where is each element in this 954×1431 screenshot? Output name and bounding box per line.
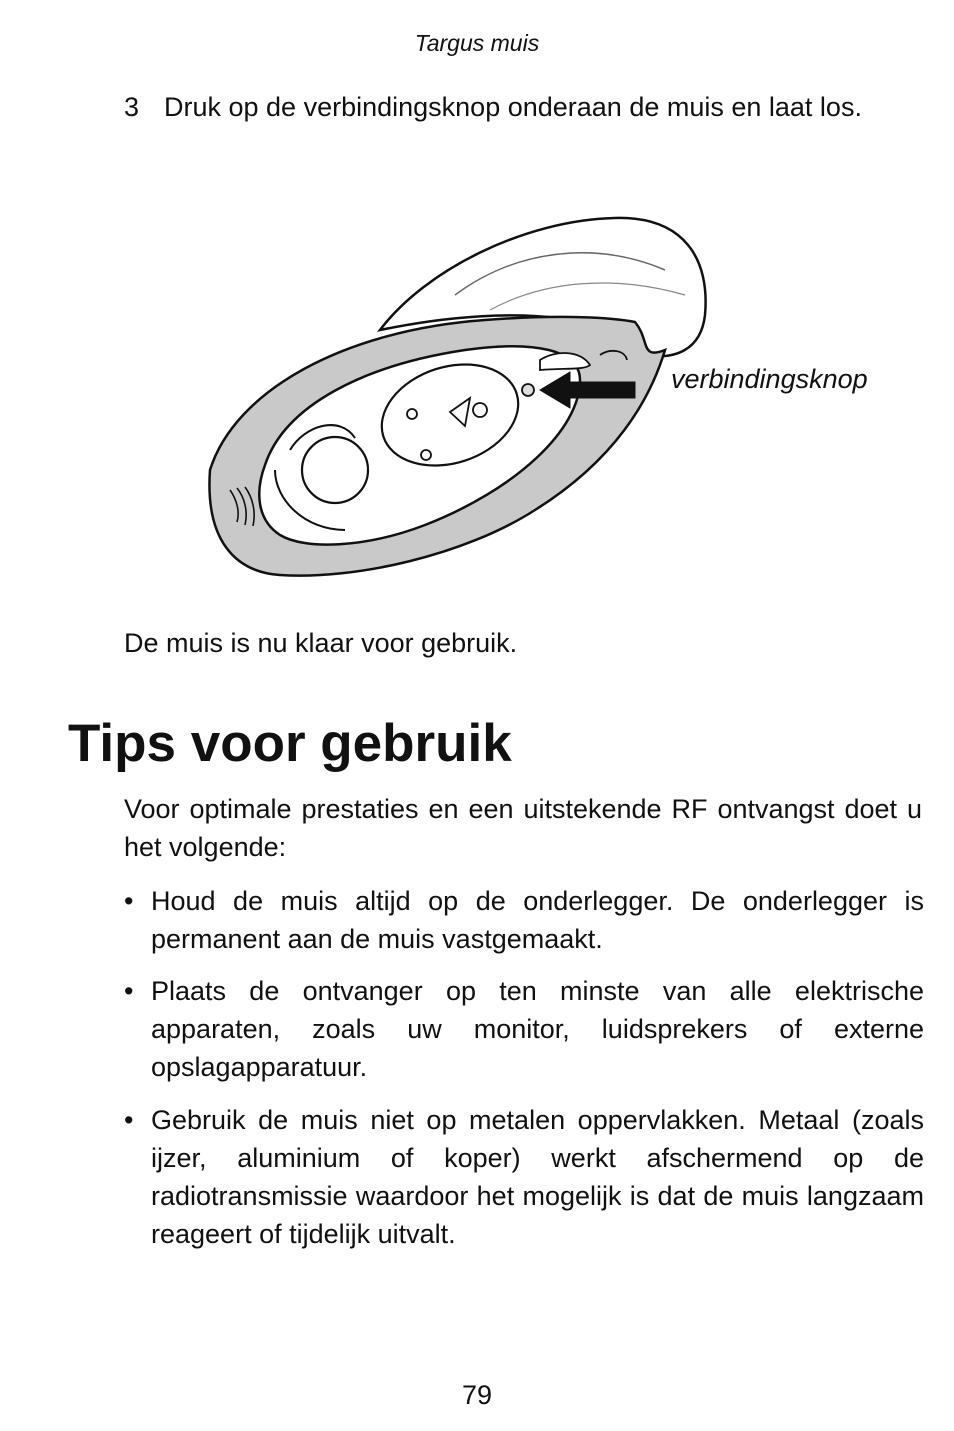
step-item (124, 88, 918, 126)
mouse-illustration (195, 200, 895, 600)
page-header: Targus muis (414, 30, 540, 56)
step-text: Druk op de verbindingsknop onderaan de muis en laat los. (164, 92, 862, 122)
figure-label: verbindingsknop (671, 364, 868, 394)
bullet-dot: • (124, 976, 134, 1006)
page-number: 79 (461, 1380, 493, 1410)
section-intro: Voor optimale prestaties en een uitstekende RF ontvangst doet u het volgende: (124, 794, 922, 862)
ready-text: De muis is nu klaar voor gebruik. (124, 628, 518, 658)
tip-text: Houd de muis altijd op de onderlegger. De onderlegger is permanent aan de muis vastgemaakt. (151, 886, 924, 954)
tip-item-3 (124, 1101, 924, 1253)
tip-text: Gebruik de muis niet op metalen oppervlakken. Metaal (zoals ijzer, aluminium of koper) werkt afschermend op de radiotransmissie waardoor het mogelijk is dat de muis langzaam reageert of tijdelijk uitvalt. (151, 1105, 924, 1249)
mouse-bottom-drawing (195, 200, 895, 600)
bullet-dot: • (124, 886, 134, 916)
tip-item-1 (124, 882, 924, 958)
tip-item-2 (124, 972, 924, 1086)
step-number: 3 (124, 92, 140, 122)
tip-text: Plaats de ontvanger op ten minste van alle elektrische apparaten, zoals uw monitor, luidsprekers of externe opslagapparatuur. (151, 976, 924, 1082)
bullet-dot: • (124, 1105, 134, 1135)
section-title: Tips voor gebruik (68, 714, 512, 773)
